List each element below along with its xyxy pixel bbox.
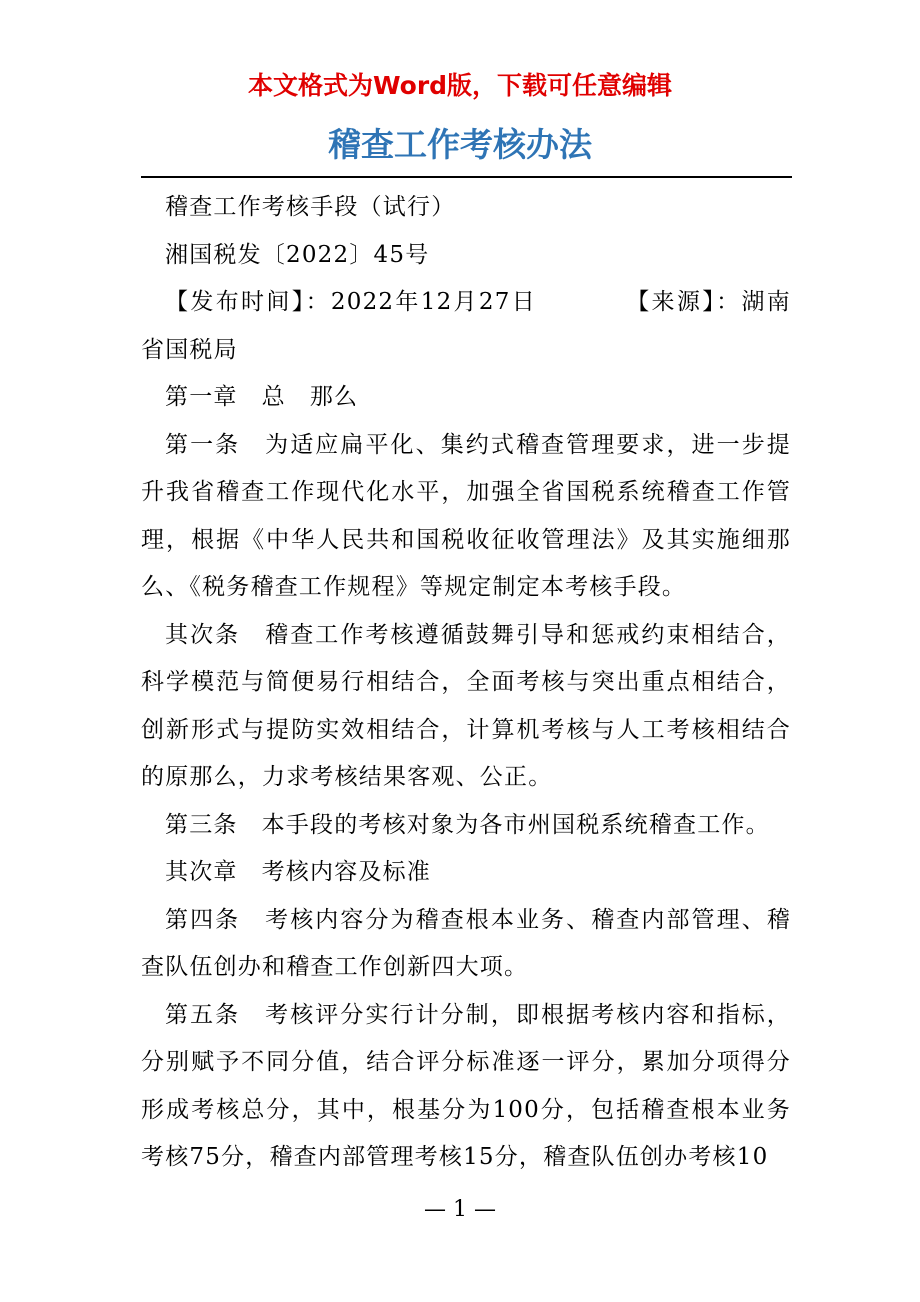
title-divider (141, 176, 792, 178)
source-label: 【来源】 (625, 289, 717, 315)
article-2-text: 稽查工作考核遵循鼓舞引导和惩戒约束相结合，科学模范与简便易行相结合，全面考核与突出重点相结合，创新形式与提防实效相结合，计算机考核与人工考核相结合的原那么，力求考核结果客观、公正。 (141, 621, 791, 790)
page-number: — 1 — (424, 1197, 496, 1222)
article-4-number: 第四条 (165, 906, 241, 933)
article-1-text: 为适应扁平化、集约式稽查管理要求，进一步提升我省稽查工作现代化水平，加强全省国税系统稽查工作管理，根据《中华人民共和国税收征收管理法》及其实施细那么、《税务稽查工作规程》等规定制定本考核手段。 (141, 431, 791, 600)
article-2 (141, 612, 791, 802)
publish-info (141, 279, 791, 374)
document-body (141, 184, 791, 1182)
format-notice: 本文格式为Word版，下载可任意编辑 (247, 71, 673, 100)
article-5 (141, 992, 791, 1182)
chapter-1-word-2: 那么 (309, 384, 359, 410)
chapter-1-heading (141, 374, 791, 422)
article-3 (141, 802, 791, 850)
publish-time-value: ：2022年12月27日 (305, 289, 538, 315)
article-5-text: 考核评分实行计分制，即根据考核内容和指标，分别赋予不同分值，结合评分标准逐一评分，累加分项得分形成考核总分，其中，根基分为100分，包括稽查根本业务考核75分，稽查内部管理考核15分，稽查队伍创办考核10 (141, 1001, 791, 1170)
chapter-1-word-1: 总 (261, 384, 286, 410)
article-3-text: 本手段的考核对象为各市州国税系统稽查工作。 (261, 811, 770, 838)
document-number: 湘国税发〔2022〕45号 (165, 241, 430, 268)
chapter-2-heading (141, 849, 791, 897)
document-title: 稽查工作考核办法 (328, 125, 592, 164)
article-5-number: 第五条 (165, 1001, 241, 1028)
chapter-1-number: 第一章 (165, 384, 238, 410)
article-4-text: 考核内容分为稽查根本业务、稽查内部管理、稽查队伍创办和稽查工作创新四大项。 (141, 906, 791, 980)
subtitle: 稽查工作考核手段（试行） (165, 194, 456, 220)
article-3-number: 第三条 (165, 811, 238, 838)
chapter-2-number: 其次章 (165, 859, 238, 885)
source-value: ：湖南省国税局 (141, 289, 791, 363)
article-1 (141, 422, 791, 612)
chapter-2-title: 考核内容及标准 (261, 859, 432, 885)
publish-time-label: 【发布时间】 (165, 289, 306, 315)
article-1-number: 第一条 (165, 431, 241, 458)
article-4 (141, 897, 791, 992)
article-2-number: 其次条 (165, 621, 241, 648)
